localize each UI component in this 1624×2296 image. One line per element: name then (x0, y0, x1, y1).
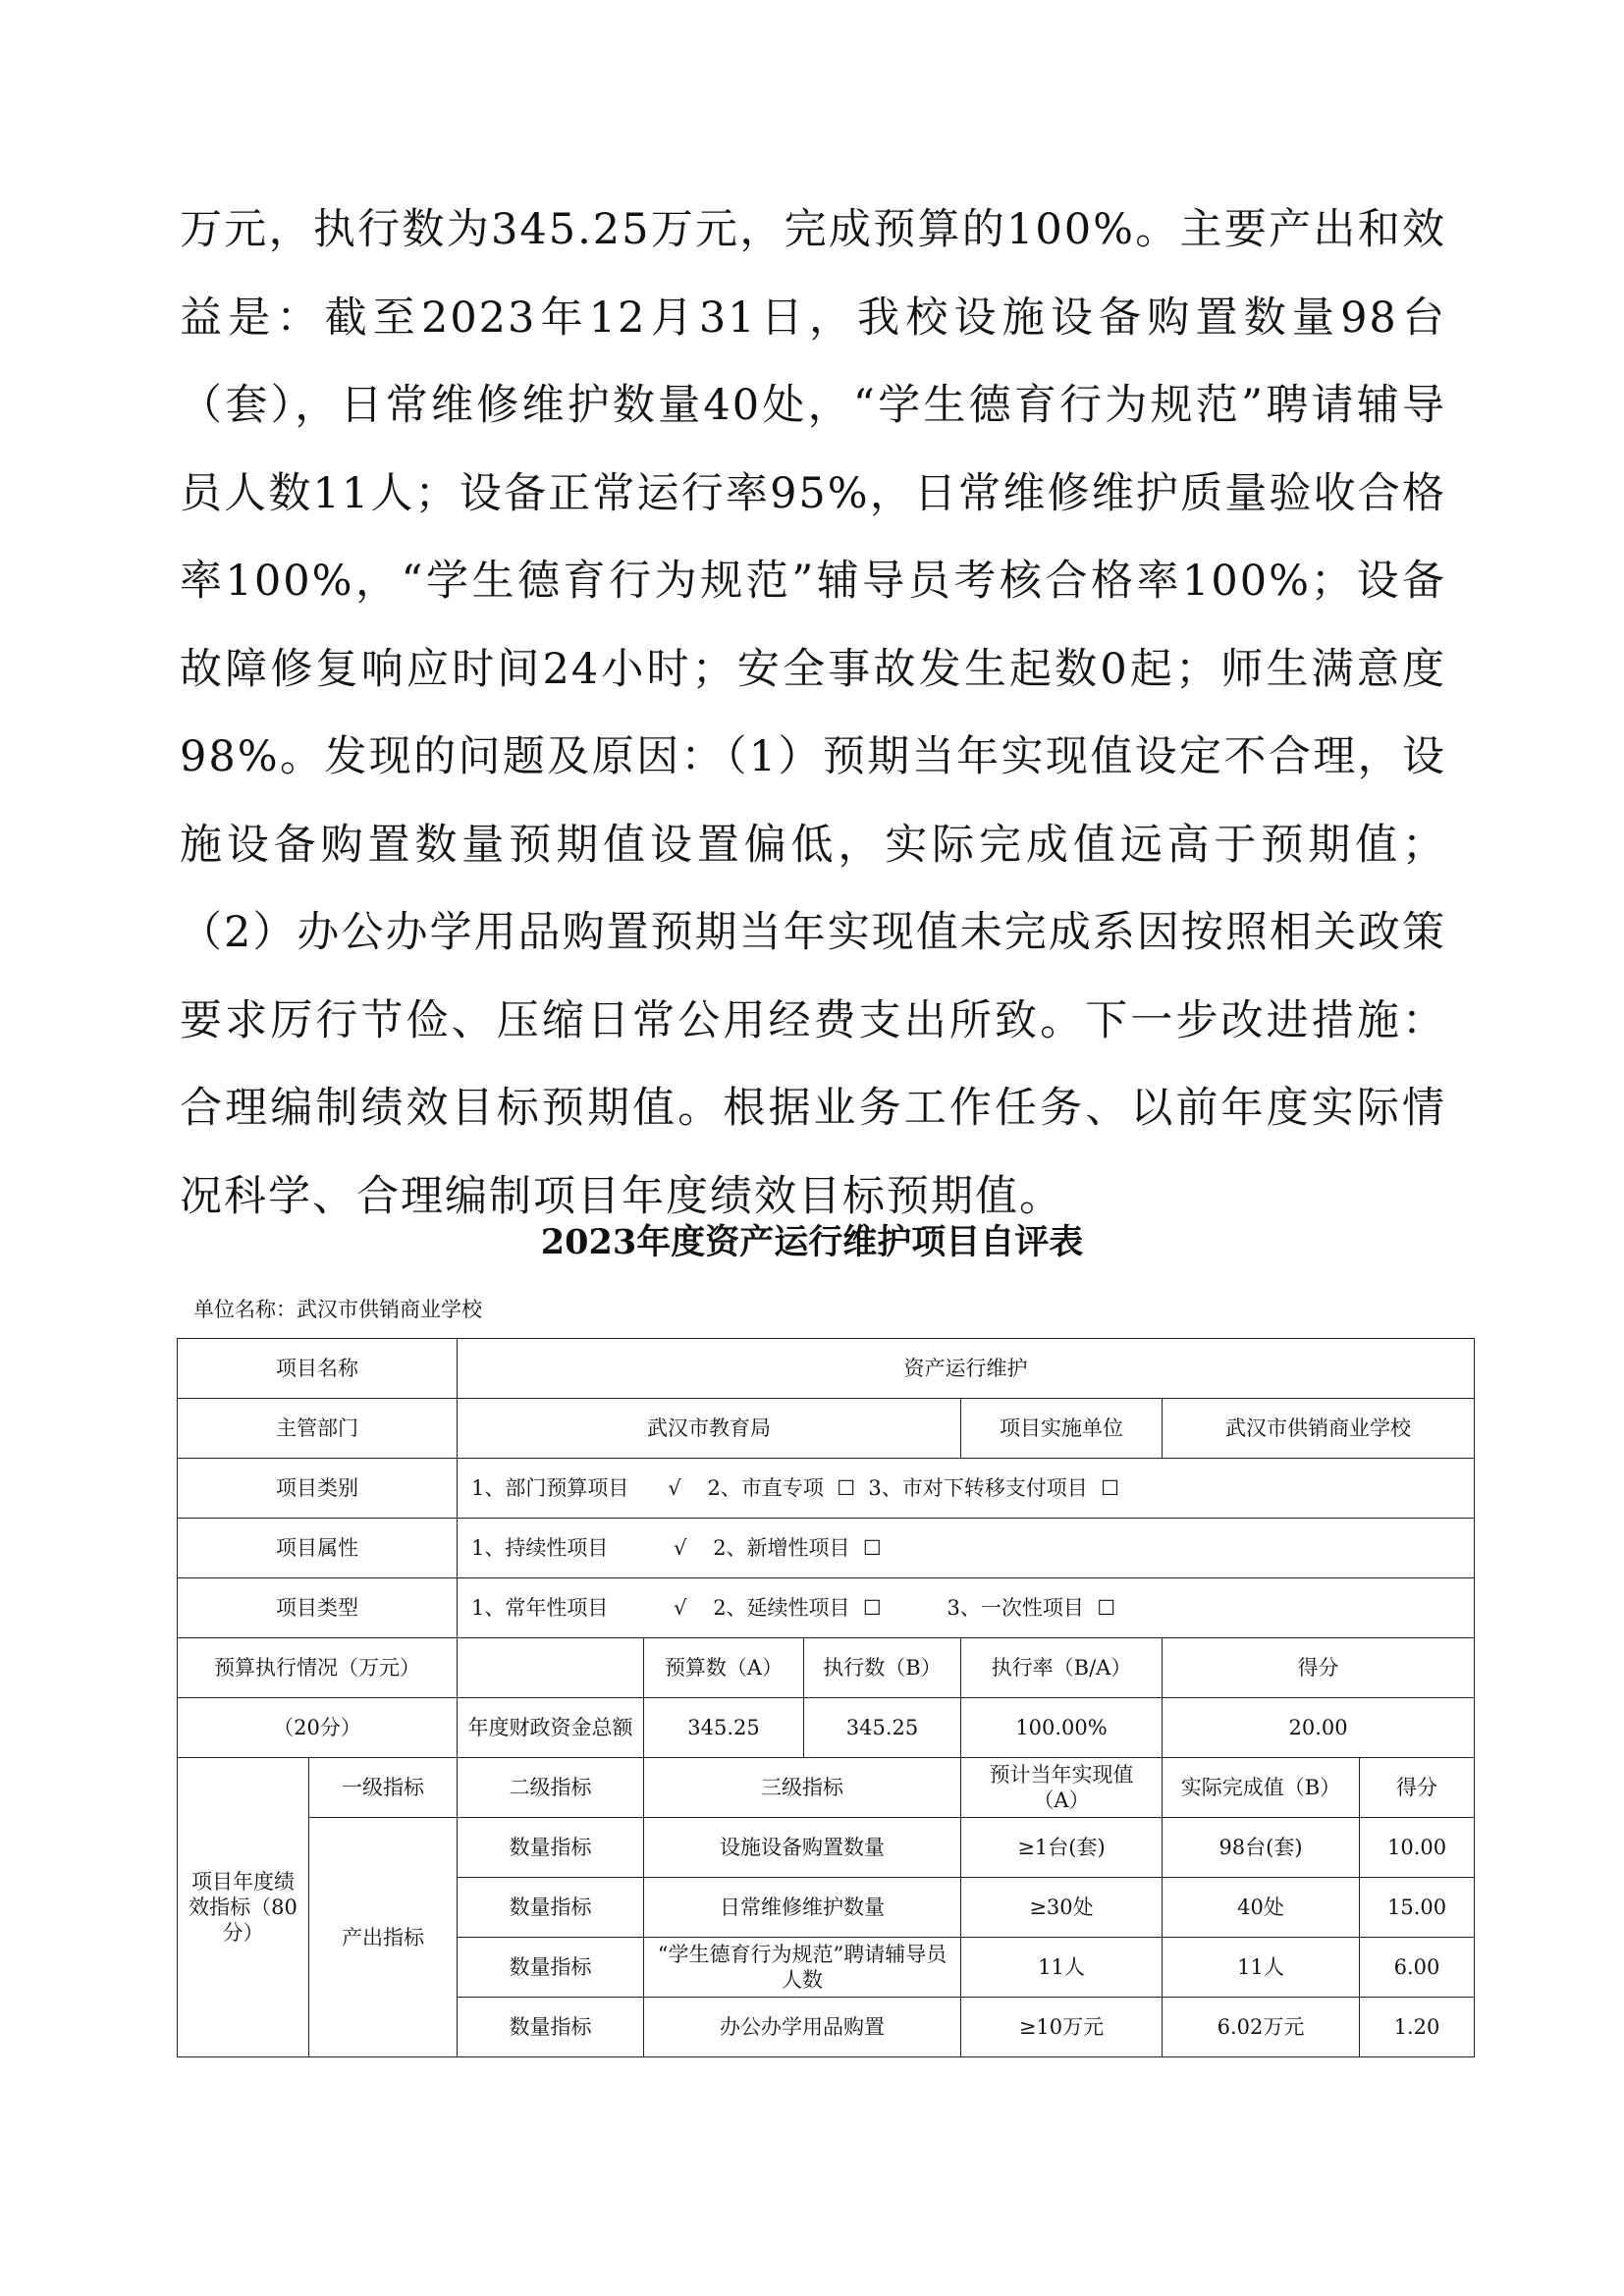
attribute-row (178, 1519, 1475, 1578)
expected-cell: ≥10万元 (961, 1998, 1163, 2057)
type-row (178, 1578, 1475, 1638)
level2-cell: 数量指标 (458, 1938, 644, 1998)
budget-value: 345.25 (644, 1698, 804, 1758)
impl-value: 武汉市供销商业学校 (1163, 1399, 1475, 1459)
dept-value: 武汉市教育局 (458, 1399, 961, 1459)
body-paragraph: 万元，执行数为345.25万元，完成预算的100%。主要产出和效益是：截至2023年12月31日，我校设施设备购置数量98台（套），日常维修维护数量40处，“学生德育行为规范”聘请辅导员人数11人；设备正常运行率95%，日常维修维护质量验收合格率100%，“学生德育行为规范”辅导员考核合格率100%；设备故障修复响应时间24小时；安全事故发生起数0起；师生满意度98%。发现的问题及原因：（1）预期当年实现值设定不合理，设施设备购置数量预期值设置偏低，实际完成值远高于预期值；（2）办公办学用品购置预期当年实现值未完成系因按照相关政策要求厉行节俭、压缩日常公用经费支出所致。下一步改进措施：合理编制绩效目标预期值。根据业务工作任务、以前年度实际情况科学、合理编制项目年度绩效目标预期值。 (180, 205, 1446, 1221)
budget-value-row (178, 1698, 1475, 1758)
level3-cell: 办公办学用品购置 (644, 1998, 961, 2057)
unit-name: 单位名称：武汉市供销商业学校 (193, 1298, 482, 1321)
col-budget-score: 得分 (1163, 1638, 1475, 1698)
col-level2: 二级指标 (458, 1758, 644, 1818)
score-cell: 1.20 (1360, 1998, 1475, 2057)
col-rate: 执行率（B/A） (961, 1638, 1163, 1698)
budget-empty-cell (458, 1638, 644, 1698)
project-name-value: 资产运行维护 (458, 1339, 1475, 1399)
actual-cell: 40处 (1163, 1878, 1360, 1938)
expected-cell: ≥30处 (961, 1878, 1163, 1938)
actual-cell: 11人 (1163, 1938, 1360, 1998)
exec-value: 345.25 (804, 1698, 961, 1758)
budget-label: 预算执行情况（万元） (178, 1638, 458, 1698)
self-evaluation-table (177, 1338, 1475, 2057)
impl-label: 项目实施单位 (961, 1399, 1163, 1459)
actual-cell: 6.02万元 (1163, 1998, 1360, 2057)
col-level3: 三级指标 (644, 1758, 961, 1818)
level2-cell: 数量指标 (458, 1818, 644, 1878)
actual-cell: 98台(套) (1163, 1818, 1360, 1878)
level3-cell: “学生德育行为规范”聘请辅导员人数 (644, 1938, 961, 1998)
score-cell: 15.00 (1360, 1878, 1475, 1938)
indicator-section-label: 项目年度绩效指标（80分） (178, 1758, 309, 2057)
category-value: 1、部门预算项目 √ 2、市直专项 ☐ 3、市对下转移支付项目 ☐ (458, 1459, 1475, 1519)
dept-label: 主管部门 (178, 1399, 458, 1459)
indicator-header-row (178, 1758, 1475, 1818)
level1-value: 产出指标 (309, 1818, 458, 2057)
col-level1: 一级指标 (309, 1758, 458, 1818)
type-value: 1、常年性项目 √ 2、延续性项目 ☐ 3、一次性项目 ☐ (458, 1578, 1475, 1638)
dept-row (178, 1399, 1475, 1459)
col-actual: 实际完成值（B） (1163, 1758, 1360, 1818)
project-name-label: 项目名称 (178, 1339, 458, 1399)
category-label: 项目类别 (178, 1459, 458, 1519)
level3-cell: 设施设备购置数量 (644, 1818, 961, 1878)
budget-row-label: 年度财政资金总额 (458, 1698, 644, 1758)
score-cell: 10.00 (1360, 1818, 1475, 1878)
score-cell: 6.00 (1360, 1938, 1475, 1998)
attribute-label: 项目属性 (178, 1519, 458, 1578)
col-expected: 预计当年实现值（A） (961, 1758, 1163, 1818)
rate-value: 100.00% (961, 1698, 1163, 1758)
col-indicator-score: 得分 (1360, 1758, 1475, 1818)
budget-score-value: 20.00 (1163, 1698, 1475, 1758)
col-budget: 预算数（A） (644, 1638, 804, 1698)
col-exec: 执行数（B） (804, 1638, 961, 1698)
level2-cell: 数量指标 (458, 1878, 644, 1938)
category-row (178, 1459, 1475, 1519)
project-name-row (178, 1339, 1475, 1399)
level3-cell: 日常维修维护数量 (644, 1878, 961, 1938)
table-title: 2023年度资产运行维护项目自评表 (540, 1222, 1084, 1262)
indicator-row (178, 1818, 1475, 1878)
type-label: 项目类型 (178, 1578, 458, 1638)
expected-cell: 11人 (961, 1938, 1163, 1998)
budget-header-row (178, 1638, 1475, 1698)
level2-cell: 数量指标 (458, 1998, 644, 2057)
budget-points: （20分） (178, 1698, 458, 1758)
attribute-value: 1、持续性项目 √ 2、新增性项目 ☐ (458, 1519, 1475, 1578)
expected-cell: ≥1台(套) (961, 1818, 1163, 1878)
